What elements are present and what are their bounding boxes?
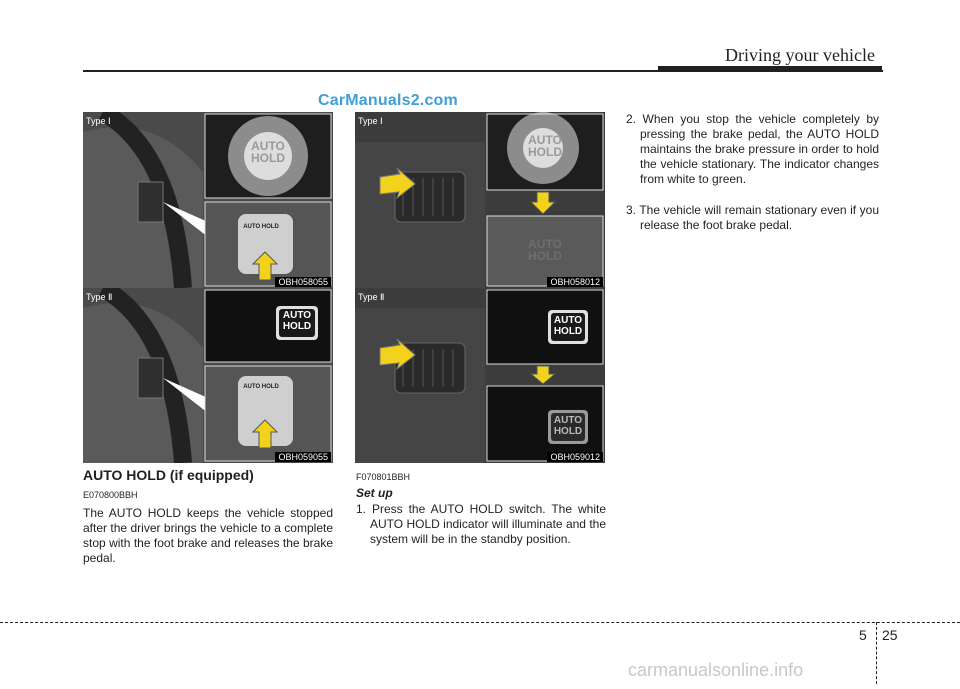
figure-left-bottom <box>83 288 333 463</box>
page-separator <box>876 622 878 684</box>
auto-hold-glow-text: AUTO HOLD <box>528 133 562 159</box>
figure-type-label: Type Ⅱ <box>358 292 385 302</box>
list-item: 2. When you stop the vehicle completely by pressing the brake pedal, the AUTO HOLD maintains the brake pressure in order to hold the vehicle stationary. The indicator changes from white to green. <box>626 112 879 186</box>
auto-hold-glow-text: AUTO HOLD <box>251 139 285 165</box>
auto-hold-dim-text: AUTO HOLD <box>528 237 562 263</box>
figure-mid-top <box>355 112 605 288</box>
figure-code: OBH059012 <box>547 452 603 462</box>
page-number: 25 <box>882 627 898 643</box>
figure-left-top <box>83 112 333 288</box>
content-code: E070800BBH <box>83 490 138 500</box>
figure-code: OBH058012 <box>547 277 603 287</box>
figure-type-label: Type Ⅰ <box>86 116 111 126</box>
figure-type-label: Type Ⅱ <box>86 292 113 302</box>
auto-hold-indicator-text-dim: AUTO HOLD <box>553 415 583 437</box>
figure-type-label: Type Ⅰ <box>358 116 383 126</box>
auto-hold-button-text: AUTO HOLD <box>243 384 279 390</box>
figure-code: OBH059055 <box>275 452 331 462</box>
list-item: 3. The vehicle will remain stationary even if you release the foot brake pedal. <box>626 203 879 232</box>
watermark-top[interactable]: CarManuals2.com <box>318 92 458 109</box>
figure-mid-bottom <box>355 288 605 463</box>
footer-dashed-line <box>0 622 960 623</box>
steering-illustration <box>83 112 333 288</box>
subheading: Set up <box>356 486 393 500</box>
content-code: F070801BBH <box>356 472 411 482</box>
chapter-number: 5 <box>859 627 867 643</box>
header-rule-thick <box>658 66 882 72</box>
auto-hold-button-text: AUTO HOLD <box>243 224 279 230</box>
section-title: Driving your vehicle <box>725 45 875 65</box>
auto-hold-indicator-text: AUTO HOLD <box>282 310 312 332</box>
auto-hold-indicator-text: AUTO HOLD <box>553 315 583 337</box>
list-item: 1. Press the AUTO HOLD switch. The white AUTO HOLD indicator will illuminate and the system will be in the standby position. <box>356 502 606 546</box>
section-heading: AUTO HOLD (if equipped) <box>83 467 254 483</box>
footer-watermark[interactable]: carmanualsonline.info <box>628 660 804 680</box>
figure-code: OBH058055 <box>275 277 331 287</box>
body-paragraph: The AUTO HOLD keeps the vehicle stopped after the driver brings the vehicle to a complete stop with the foot brake and releases the brake pedal. <box>83 506 333 565</box>
